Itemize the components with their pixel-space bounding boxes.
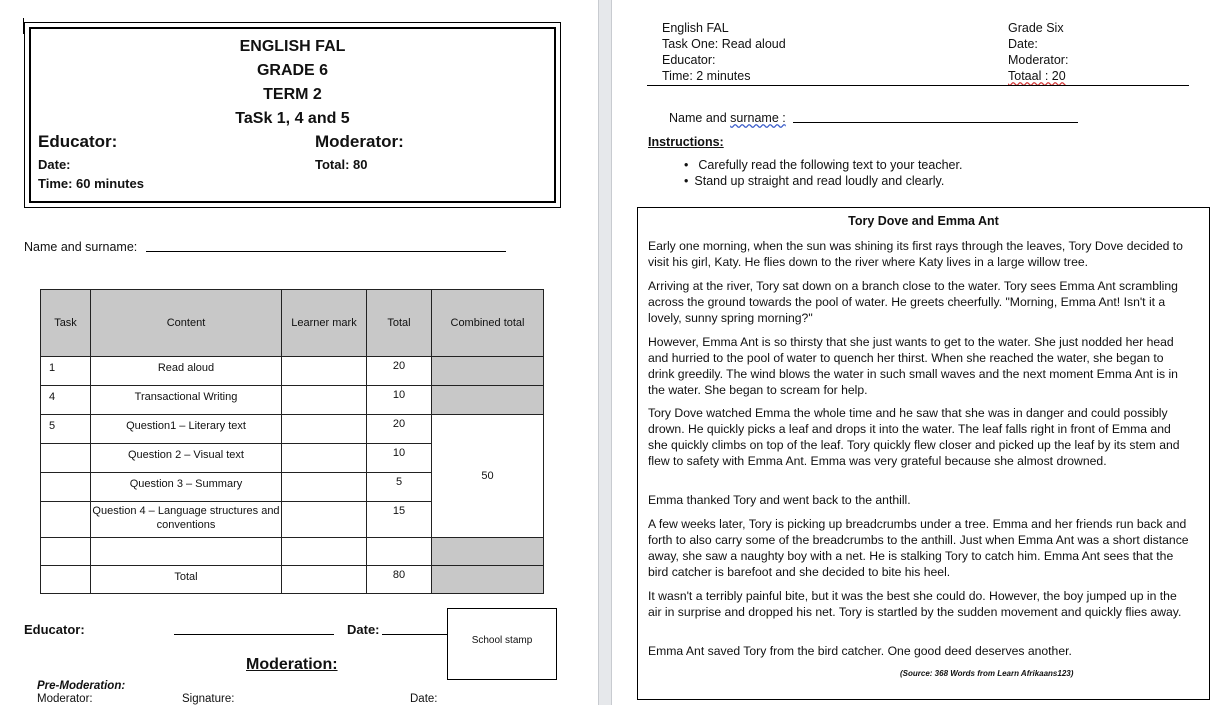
header-rule [647, 85, 1189, 86]
column-header: Learner mark [282, 290, 367, 357]
total-label: Total: 80 [315, 157, 368, 172]
story-paragraph: Emma thanked Tory and went back to the anthill. [648, 493, 911, 507]
moderator-label: Moderator: [315, 132, 404, 151]
story-paragraph: Early one morning, when the sun was shining its first rays through the leaves, Tory Dove decided to visit his girl, Katy. He flies down to the river where Katy lives in a large willow tree. [648, 239, 1183, 269]
learner-mark-cell [282, 473, 367, 502]
task-cell [41, 473, 91, 502]
content-cell: Question 2 – Visual text [91, 444, 282, 473]
content-cell: Transactional Writing [91, 386, 282, 415]
learner-mark-cell [282, 502, 367, 538]
story-paragraph: Arriving at the river, Tory sat down on a branch close to the water. Tory sees Emma Ant scrambling across the ground towards the pool of water. He greets cheerfully. "Morning, Emma Ant! Isn't it a lovely, sunny spring morning?" [648, 279, 1178, 325]
column-header: Combined total [432, 290, 544, 357]
learner-mark-cell [282, 444, 367, 473]
name-label-text: Name and [669, 111, 731, 125]
header-educator: Educator: [662, 53, 716, 67]
school-stamp-box: School stamp [447, 608, 557, 680]
total-cell: 5 [367, 473, 432, 502]
learner-mark-cell [282, 538, 367, 566]
combined-cell-shaded [432, 386, 544, 415]
bullet-icon: • [684, 174, 689, 188]
task-cell [41, 538, 91, 566]
header-total: Totaal : 20 [1008, 69, 1066, 83]
term-title: TERM 2 [263, 86, 322, 103]
content-cell: Question1 – Literary text [91, 415, 282, 444]
story-title: Tory Dove and Emma Ant [848, 214, 999, 228]
task-cell: 5 [41, 415, 91, 444]
content-cell: Question 4 – Language structures and conventions [91, 502, 282, 538]
surname-label-text: surname : [730, 111, 786, 125]
column-header: Task [41, 290, 91, 357]
header-subject: English FAL [662, 21, 729, 35]
name-surname-line [793, 122, 1078, 123]
total-cell: 15 [367, 502, 432, 538]
header-task: Task One: Read aloud [662, 37, 786, 51]
task-cell: 1 [41, 357, 91, 386]
combined-cell-shaded [432, 566, 544, 594]
task-cell: 4 [41, 386, 91, 415]
bullet-icon: • [684, 158, 689, 172]
name-surname-field [669, 111, 786, 125]
educator-signature-line [174, 634, 334, 635]
page-gutter [598, 0, 612, 705]
pre-moderation-label: Pre-Moderation: [37, 680, 126, 692]
name-surname-line [146, 251, 506, 252]
moderation-date-label: Date: [410, 693, 438, 705]
total-cell: 80 [367, 566, 432, 594]
task-cell [41, 566, 91, 594]
story-paragraph: Tory Dove watched Emma the whole time and he saw that she was in danger and could possibly drown. He quickly picks a leaf and drops it into the water. The leaf falls right in front of Emma and she quickly climbs on top of the leaf. Tory quickly flew closer and picked up the leaf by its stem and flew to safety with Emma Ant. Emma was very grateful because she almost drowned. [648, 406, 1180, 468]
right-document-page [612, 0, 1211, 705]
table-row [41, 538, 544, 566]
date-signature-line [382, 634, 447, 635]
learner-mark-cell [282, 357, 367, 386]
time-label: Time: 60 minutes [38, 176, 144, 191]
date-label: Date: [38, 157, 71, 172]
header-time: Time: 2 minutes [662, 69, 751, 83]
table-total-row [41, 566, 544, 594]
total-cell [367, 538, 432, 566]
educator-label: Educator: [38, 132, 118, 151]
header-date: Date: [1008, 37, 1038, 51]
table-row [41, 415, 544, 444]
learner-mark-cell [282, 415, 367, 444]
cover-header-box [24, 22, 561, 208]
signoff-educator-label: Educator: [24, 622, 85, 637]
moderator-field-label: Moderator: [37, 693, 93, 705]
combined-total-cell: 50 [432, 415, 544, 538]
combined-cell-shaded [432, 538, 544, 566]
column-header: Content [91, 290, 282, 357]
moderation-title: Moderation: [246, 656, 338, 673]
story-box [637, 207, 1210, 700]
column-header: Total [367, 290, 432, 357]
task-cell [41, 502, 91, 538]
story-paragraph: However, Emma Ant is so thirsty that she just wants to get to the water. She just nodded her head and hurried to the pool of water to quench her thirst. When she reached the water, she began to drink greedily. The wind blows the water in such small waves and the next moment Emma Ant is in the water. She began to scream for help. [648, 335, 1178, 397]
total-cell: 20 [367, 357, 432, 386]
learner-mark-cell [282, 566, 367, 594]
instruction-text: Carefully read the following text to your teacher. [698, 158, 963, 172]
table-row [41, 386, 544, 415]
task-cell [41, 444, 91, 473]
instruction-text: Stand up straight and read loudly and clearly. [694, 174, 945, 188]
content-cell: Read aloud [91, 357, 282, 386]
content-cell: Question 3 – Summary [91, 473, 282, 502]
story-source: (Source: 368 Words from Learn Afrikaans123) [900, 669, 1074, 678]
subject-title: ENGLISH FAL [239, 38, 346, 55]
signoff-date-label: Date: [347, 622, 380, 637]
story-paragraph: A few weeks later, Tory is picking up breadcrumbs under a tree. Emma and her friends run back and forth to also carry some of the breadcrumbs to the anthill. Just when Emma Ant was a short distance away, she saw a naughty boy with a net. He is stalking Tory to catch him. Emma Ant sees that the bird catcher is barefoot and she decided to bite his heel. [648, 517, 1189, 579]
total-cell: 10 [367, 444, 432, 473]
combined-cell-shaded [432, 357, 544, 386]
instructions-heading: Instructions: [648, 135, 724, 149]
story-paragraph: It wasn't a terribly painful bite, but it was the best she could do. However, the boy jumped up in the air in surprise and dropped his net. Tory is startled by the sudden movement and quickly flies away. [648, 589, 1182, 619]
story-paragraph: Emma Ant saved Tory from the bird catcher. One good deed deserves another. [648, 644, 1072, 658]
name-surname-label: Name and surname: [24, 240, 138, 254]
instruction-item [684, 158, 962, 172]
marks-table [40, 289, 544, 594]
total-cell: 20 [367, 415, 432, 444]
grade-title: GRADE 6 [256, 62, 329, 79]
content-cell [91, 538, 282, 566]
table-row [41, 357, 544, 386]
header-grade: Grade Six [1008, 21, 1064, 35]
total-cell: 10 [367, 386, 432, 415]
content-cell: Total [91, 566, 282, 594]
signature-field-label: Signature: [182, 693, 235, 705]
learner-mark-cell [282, 386, 367, 415]
header-moderator: Moderator: [1008, 53, 1069, 67]
instruction-item [684, 174, 944, 188]
table-header-row [41, 290, 544, 357]
left-document-page [0, 0, 598, 705]
tasks-title: TaSk 1, 4 and 5 [235, 110, 350, 127]
